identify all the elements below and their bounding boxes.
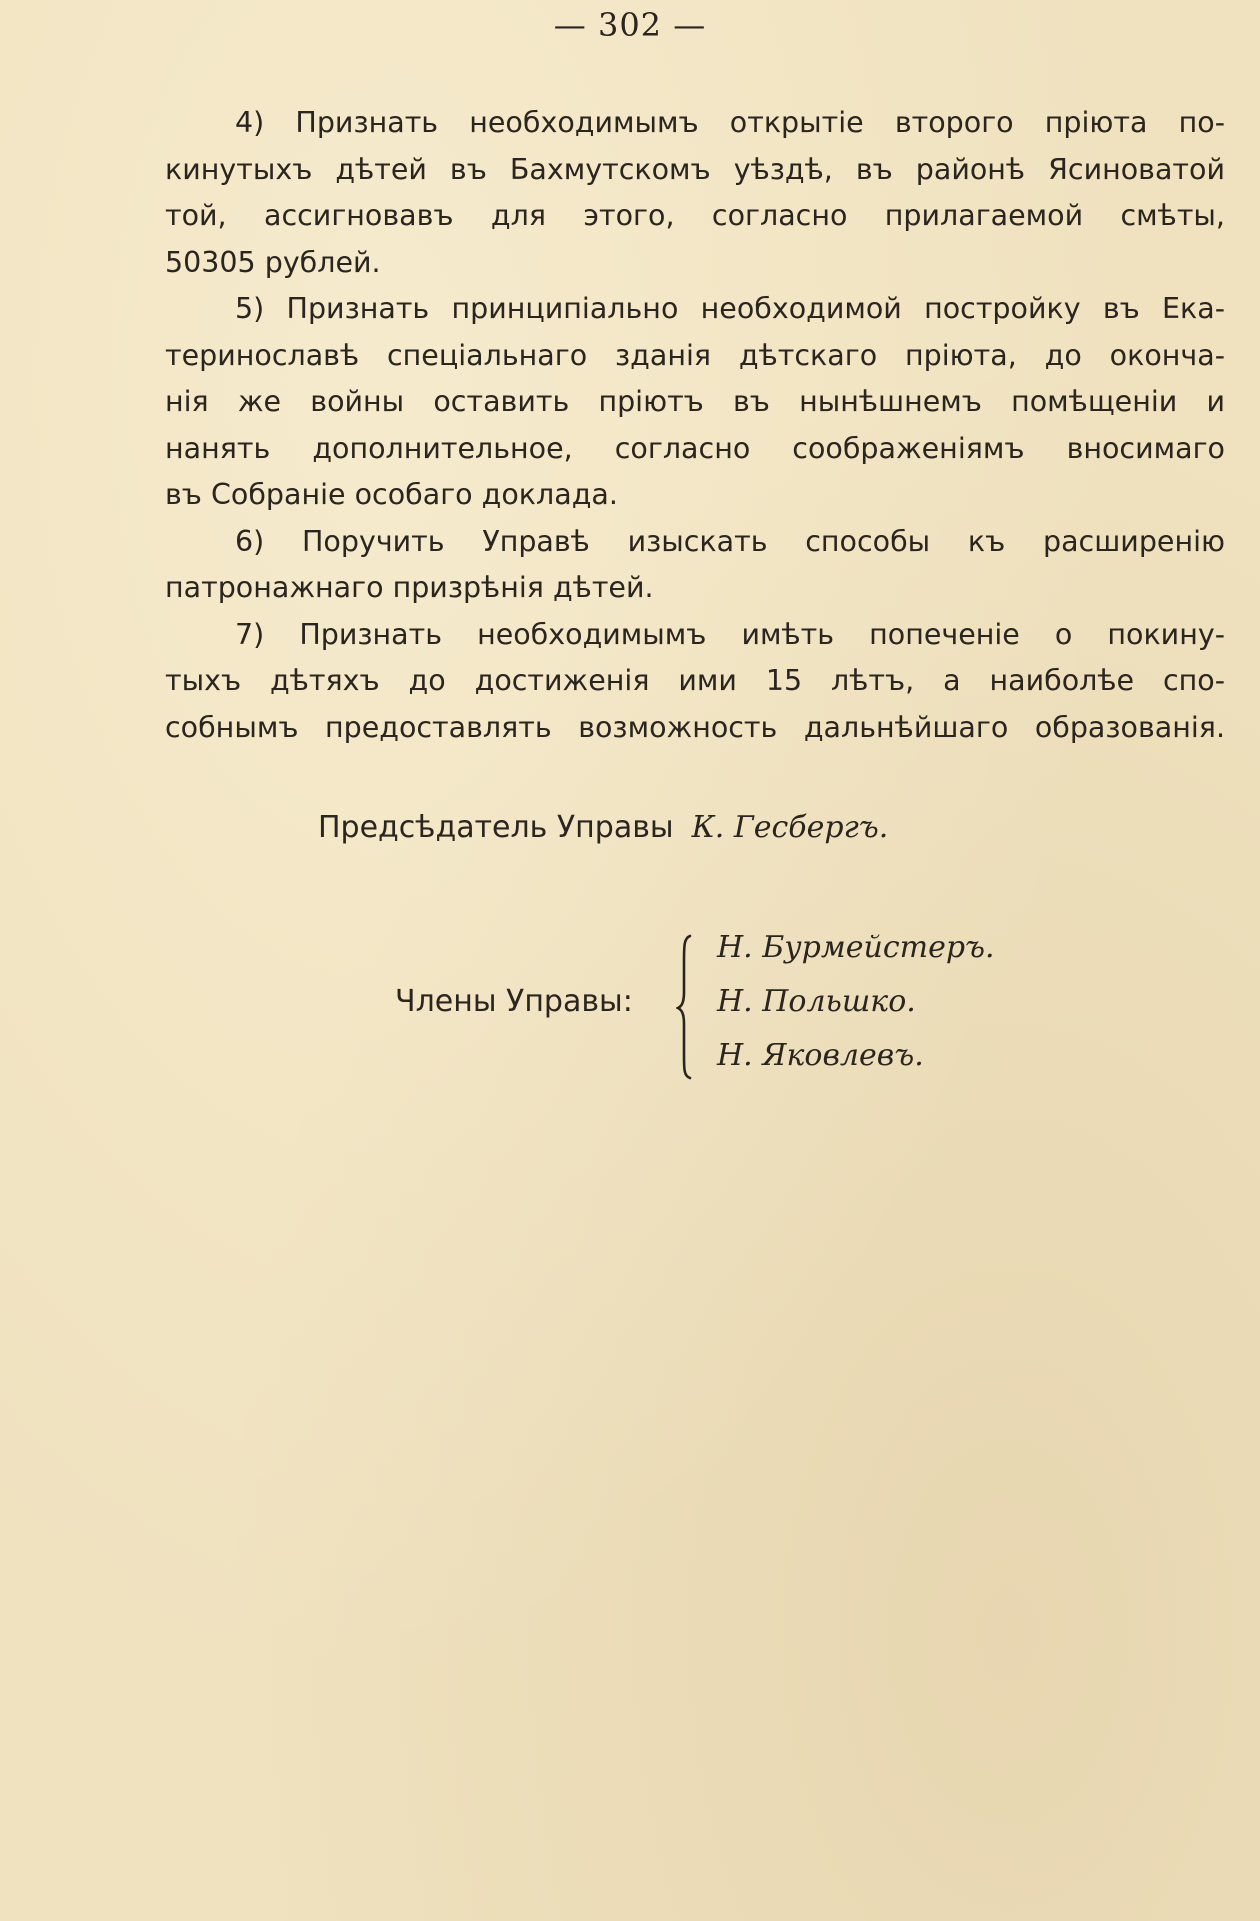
paragraph-7	[165, 612, 1225, 752]
paragraph-6	[165, 519, 1225, 612]
text-line: 5) Признать принципіально необходимой постройку въ Ека-	[235, 292, 1225, 325]
text-line: 6) Поручить Управѣ изыскать способы къ расширенію	[235, 524, 1225, 558]
text-line: патронажнаго призрѣнія дѣтей.	[165, 571, 654, 604]
member-name-line	[705, 930, 995, 965]
text-line: той, ассигновавъ для этого, согласно прилагаемой смѣты,	[165, 199, 1225, 232]
chair-name: К. Гесбергъ.	[691, 810, 889, 845]
text-line: 4) Признать необходимымъ открытіе второго пріюта по-	[235, 106, 1225, 139]
members-label: Члены Управы:	[395, 984, 633, 1019]
page-number: — 302 —	[553, 6, 707, 44]
paragraph-4	[165, 100, 1225, 286]
text-line: теринославѣ спеціальнаго зданія дѣтскаго пріюта, до оконча-	[165, 338, 1225, 372]
text-line: 50305 рублей.	[165, 245, 381, 279]
member-name: Н. Яковлевъ.	[717, 1038, 924, 1073]
chair-signature	[318, 810, 888, 845]
member-name: Н. Бурмейстеръ.	[717, 930, 995, 965]
text-line: 7) Признать необходимымъ имѣть попеченіе о покину-	[235, 617, 1225, 651]
member-name: Н. Польшко.	[717, 984, 916, 1019]
text-line: въ Собраніе особаго доклада.	[165, 478, 618, 511]
curly-brace-icon	[676, 932, 696, 1082]
member-name-line	[705, 984, 916, 1019]
member-name-line	[705, 1038, 924, 1073]
text-line: тыхъ дѣтяхъ до достиженія ими 15 лѣтъ, а наиболѣе спо-	[165, 664, 1225, 697]
text-line: собнымъ предоставлять возможность дальнѣйшаго образованія.	[165, 710, 1225, 744]
paragraph-5	[165, 286, 1225, 519]
text-line: кинутыхъ дѣтей въ Бахмутскомъ уѣздѣ, въ районѣ Ясиноватой	[165, 152, 1225, 186]
resolution-text	[165, 100, 1225, 751]
chair-label: Предсѣдатель Управы	[318, 810, 674, 845]
text-line: нія же войны оставить пріютъ въ нынѣшнемъ помѣщеніи и	[165, 385, 1225, 418]
members-signatures	[0, 922, 1260, 1082]
text-line: нанять дополнительное, согласно соображеніямъ вносимаго	[165, 431, 1225, 465]
